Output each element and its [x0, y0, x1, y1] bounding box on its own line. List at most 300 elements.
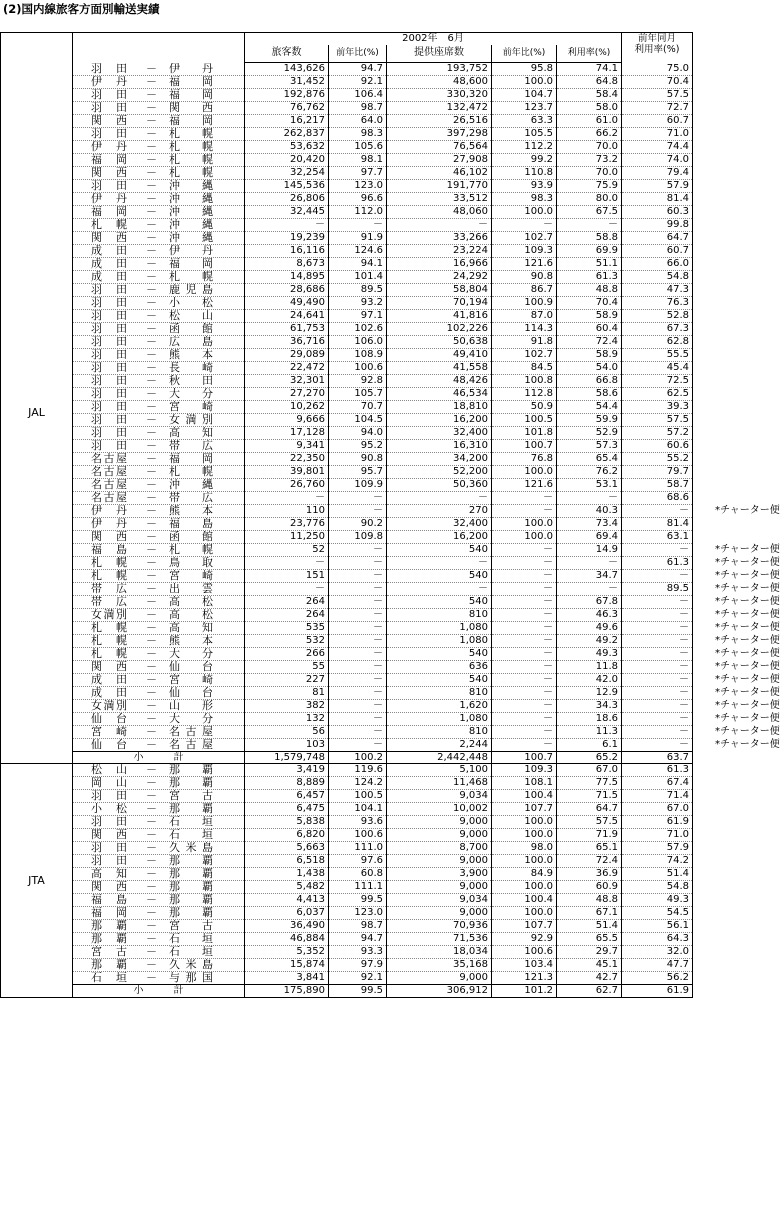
- value-cell: 57.5: [557, 816, 622, 829]
- value-cell: 119.6: [329, 764, 387, 777]
- route-dash: －: [146, 595, 157, 608]
- table-row: [1, 504, 693, 517]
- route-dash: －: [146, 218, 157, 231]
- route-destination: 伊 丹: [169, 244, 213, 257]
- value-cell: 67.4: [622, 777, 693, 790]
- route-cell: [73, 153, 245, 166]
- route-cell: [73, 270, 245, 283]
- value-cell: 3,419: [245, 764, 329, 777]
- value-cell: 540: [387, 543, 492, 556]
- charter-note: *チャーター便: [715, 582, 780, 594]
- charter-note: *チャーター便: [715, 595, 780, 607]
- table-row: [1, 660, 693, 673]
- subtotal-label: 小 計: [73, 751, 245, 764]
- route-cell: [73, 686, 245, 699]
- route-destination: 福 岡: [169, 257, 213, 270]
- value-cell: 97.9: [329, 959, 387, 972]
- route-dash: －: [146, 283, 157, 296]
- value-cell: 1,438: [245, 868, 329, 881]
- route-destination: 大 分: [169, 647, 213, 660]
- value-cell: －: [492, 218, 557, 231]
- route-origin: 羽 田: [91, 374, 127, 387]
- route-origin: 関 西: [91, 880, 127, 894]
- route-dash: －: [146, 478, 157, 491]
- value-cell: 9,000: [387, 907, 492, 920]
- value-cell: 100.0: [492, 881, 557, 894]
- route-destination: 那 覇: [169, 763, 213, 777]
- route-cell: [73, 777, 245, 790]
- route: [73, 570, 244, 582]
- table-row: [1, 686, 693, 699]
- value-cell: 67.3: [622, 322, 693, 335]
- value-cell: 81.4: [622, 192, 693, 205]
- route: [73, 894, 244, 906]
- value-cell: －: [622, 543, 693, 556]
- value-cell: 29.7: [557, 946, 622, 959]
- route: [73, 336, 244, 348]
- charter-note: *チャーター便: [715, 712, 780, 724]
- value-cell: 14.9: [557, 543, 622, 556]
- route-cell: [73, 387, 245, 400]
- route-dash: －: [146, 880, 157, 894]
- route-cell: [73, 556, 245, 569]
- value-cell: 60.7: [622, 244, 693, 257]
- route: [73, 362, 244, 374]
- route-dash: －: [146, 686, 157, 699]
- route-origin: 札 幌: [91, 556, 127, 569]
- value-cell: 84.5: [492, 361, 557, 374]
- route-destination: 関 西: [169, 101, 213, 114]
- value-cell: －: [492, 660, 557, 673]
- value-cell: 123.7: [492, 101, 557, 114]
- route-cell: [73, 439, 245, 452]
- value-cell: 8,700: [387, 842, 492, 855]
- value-cell: 8,889: [245, 777, 329, 790]
- value-cell: 18.6: [557, 712, 622, 725]
- route-cell: [73, 946, 245, 959]
- value-cell: 87.0: [492, 309, 557, 322]
- route-destination: 沖 縄: [169, 218, 213, 231]
- value-cell: 58.9: [557, 348, 622, 361]
- route-destination: 那 覇: [169, 802, 213, 816]
- charter-note: *チャーター便: [715, 673, 780, 685]
- route-destination: 宮 崎: [169, 673, 213, 686]
- value-cell: 100.6: [329, 829, 387, 842]
- value-cell: 110: [245, 504, 329, 517]
- prev-year-rate-label: 利用率(%): [634, 44, 680, 55]
- route-cell: [73, 894, 245, 907]
- value-cell: －: [622, 569, 693, 582]
- value-cell: 16,217: [245, 114, 329, 127]
- route-destination: 久 米 島: [169, 958, 213, 972]
- table-row: [1, 296, 693, 309]
- value-cell: 60.8: [329, 868, 387, 881]
- value-cell: 71.0: [622, 127, 693, 140]
- value-cell: 29,089: [245, 348, 329, 361]
- table-row: [1, 530, 693, 543]
- route-destination: 高 松: [169, 595, 213, 608]
- value-cell: 47.7: [622, 959, 693, 972]
- route-dash: －: [146, 815, 157, 829]
- value-cell: 67.0: [622, 803, 693, 816]
- route-origin: 伊 丹: [91, 75, 127, 88]
- value-cell: －: [492, 504, 557, 517]
- value-cell: 76,762: [245, 101, 329, 114]
- route-cell: [73, 933, 245, 946]
- value-cell: 57.5: [622, 413, 693, 426]
- value-cell: －: [329, 491, 387, 504]
- value-cell: 23,776: [245, 517, 329, 530]
- value-cell: 123.0: [329, 179, 387, 192]
- value-cell: 23,224: [387, 244, 492, 257]
- value-cell: 61.9: [622, 816, 693, 829]
- route-destination: 熊 本: [169, 504, 213, 517]
- route-dash: －: [146, 179, 157, 192]
- subtotal-value: 175,890: [245, 985, 329, 998]
- value-cell: －: [329, 608, 387, 621]
- table-row: [1, 309, 693, 322]
- value-cell: 70,936: [387, 920, 492, 933]
- route: [73, 855, 244, 867]
- value-cell: 17,128: [245, 426, 329, 439]
- value-cell: －: [245, 582, 329, 595]
- route-cell: [73, 231, 245, 244]
- value-cell: 71.0: [622, 829, 693, 842]
- value-cell: 67.0: [557, 764, 622, 777]
- value-cell: 46,884: [245, 933, 329, 946]
- table-row: [1, 322, 693, 335]
- route-dash: －: [146, 504, 157, 517]
- charter-note: *チャーター便: [715, 621, 780, 633]
- route-origin: 成 田: [91, 244, 127, 257]
- route-origin: 札 幌: [91, 647, 127, 660]
- route-origin: 仙 台: [91, 738, 127, 751]
- route-destination: 沖 縄: [169, 478, 213, 491]
- route-dash: －: [146, 634, 157, 647]
- value-cell: 74.2: [622, 855, 693, 868]
- table-row: [1, 361, 693, 374]
- value-cell: 71.4: [622, 790, 693, 803]
- route-cell: [73, 764, 245, 777]
- value-cell: 3,841: [245, 972, 329, 985]
- route: [73, 453, 244, 465]
- route-origin: 名 古 屋: [91, 491, 127, 504]
- charter-note: *チャーター便: [715, 543, 780, 555]
- table-row: [1, 556, 693, 569]
- value-cell: 81.4: [622, 517, 693, 530]
- route-cell: [73, 673, 245, 686]
- value-cell: 57.9: [622, 179, 693, 192]
- route: [73, 868, 244, 880]
- value-cell: －: [492, 543, 557, 556]
- table-row: [1, 868, 693, 881]
- value-cell: 53,632: [245, 140, 329, 153]
- table-row: [1, 647, 693, 660]
- value-cell: －: [492, 608, 557, 621]
- value-cell: 93.2: [329, 296, 387, 309]
- value-cell: 61,753: [245, 322, 329, 335]
- value-cell: －: [492, 595, 557, 608]
- value-cell: 26,760: [245, 478, 329, 491]
- value-cell: 105.5: [492, 127, 557, 140]
- route: [73, 245, 244, 257]
- route-cell: [73, 205, 245, 218]
- route-cell: [73, 374, 245, 387]
- route: [73, 206, 244, 218]
- value-cell: －: [329, 738, 387, 751]
- route-cell: [73, 712, 245, 725]
- route-origin: 札 幌: [91, 621, 127, 634]
- route-cell: [73, 725, 245, 738]
- value-cell: －: [387, 582, 492, 595]
- route-destination: 札 幌: [169, 465, 213, 478]
- route-origin: 関 西: [91, 114, 127, 127]
- route-cell: [73, 621, 245, 634]
- value-cell: 67.1: [557, 907, 622, 920]
- route-destination: 札 幌: [169, 166, 213, 179]
- table-row: [1, 335, 693, 348]
- value-cell: －: [492, 673, 557, 686]
- value-cell: 6,037: [245, 907, 329, 920]
- route-cell: [73, 465, 245, 478]
- route-dash: －: [146, 893, 157, 907]
- route-dash: －: [146, 582, 157, 595]
- value-cell: 64.0: [329, 114, 387, 127]
- route-origin: 関 西: [91, 828, 127, 842]
- route: [73, 375, 244, 387]
- value-cell: 270: [387, 504, 492, 517]
- route-origin: 成 田: [91, 270, 127, 283]
- route-dash: －: [146, 387, 157, 400]
- route: [73, 972, 244, 984]
- table-row: [1, 439, 693, 452]
- value-cell: 35,168: [387, 959, 492, 972]
- route-cell: [73, 283, 245, 296]
- value-cell: 124.2: [329, 777, 387, 790]
- value-cell: 90.2: [329, 517, 387, 530]
- route: [73, 739, 244, 751]
- value-cell: 227: [245, 673, 329, 686]
- value-cell: 49.3: [557, 647, 622, 660]
- value-cell: 70.7: [329, 400, 387, 413]
- value-cell: 102.7: [492, 348, 557, 361]
- charter-note: *チャーター便: [715, 686, 780, 698]
- route-origin: 札 幌: [91, 634, 127, 647]
- route-cell: [73, 257, 245, 270]
- route-dash: －: [146, 335, 157, 348]
- value-cell: 1,080: [387, 634, 492, 647]
- value-cell: 31,452: [245, 75, 329, 88]
- value-cell: －: [387, 218, 492, 231]
- value-cell: 69.4: [557, 530, 622, 543]
- route-dash: －: [146, 543, 157, 556]
- value-cell: 103.4: [492, 959, 557, 972]
- value-cell: －: [329, 699, 387, 712]
- value-cell: 264: [245, 608, 329, 621]
- value-cell: 100.7: [492, 439, 557, 452]
- route-origin: 伊 丹: [91, 140, 127, 153]
- table-row: [1, 946, 693, 959]
- route-destination: 函 館: [169, 322, 213, 335]
- table-row: [1, 582, 693, 595]
- subtotal-value: 100.2: [329, 751, 387, 764]
- value-cell: 11,250: [245, 530, 329, 543]
- charter-note: *チャーター便: [715, 569, 780, 581]
- route-destination: 札 幌: [169, 270, 213, 283]
- route-cell: [73, 491, 245, 504]
- subtotal-value: 61.9: [622, 985, 693, 998]
- route-cell: [73, 179, 245, 192]
- route-dash: －: [146, 491, 157, 504]
- route-origin: 関 西: [91, 660, 127, 673]
- route: [73, 713, 244, 725]
- route: [73, 284, 244, 296]
- route-cell: [73, 582, 245, 595]
- route-destination: 松 山: [169, 309, 213, 322]
- table-row: [1, 244, 693, 257]
- value-cell: 56: [245, 725, 329, 738]
- value-cell: 93.6: [329, 816, 387, 829]
- subtotal-value: 65.2: [557, 751, 622, 764]
- value-cell: 46,102: [387, 166, 492, 179]
- value-cell: 51.4: [622, 868, 693, 881]
- value-cell: 81: [245, 686, 329, 699]
- value-cell: 104.5: [329, 413, 387, 426]
- value-cell: －: [557, 556, 622, 569]
- table-row: [1, 465, 693, 478]
- route-destination: 高 知: [169, 426, 213, 439]
- value-cell: －: [492, 569, 557, 582]
- value-cell: 540: [387, 569, 492, 582]
- value-cell: 9,000: [387, 816, 492, 829]
- value-cell: 32.0: [622, 946, 693, 959]
- table-row: [1, 933, 693, 946]
- value-cell: －: [329, 543, 387, 556]
- route-destination: 石 垣: [169, 828, 213, 842]
- subtotal-label: 小 計: [73, 985, 245, 998]
- route-dash: －: [146, 673, 157, 686]
- value-cell: 34,200: [387, 452, 492, 465]
- charter-note: *チャーター便: [715, 738, 780, 750]
- route-dash: －: [146, 166, 157, 179]
- value-cell: 110.8: [492, 166, 557, 179]
- value-cell: 121.3: [492, 972, 557, 985]
- route-dash: －: [146, 569, 157, 582]
- route-destination: 宮 崎: [169, 569, 213, 582]
- route-destination: 那 覇: [169, 893, 213, 907]
- table-row: [1, 140, 693, 153]
- value-cell: 6.1: [557, 738, 622, 751]
- value-cell: 5,100: [387, 764, 492, 777]
- value-cell: 9,341: [245, 439, 329, 452]
- value-cell: 397,298: [387, 127, 492, 140]
- table-row: [1, 907, 693, 920]
- value-cell: －: [329, 569, 387, 582]
- route-cell: [73, 816, 245, 829]
- route: [73, 323, 244, 335]
- route-destination: 石 垣: [169, 945, 213, 959]
- route: [73, 777, 244, 789]
- route-origin: 福 島: [91, 543, 127, 556]
- subtotal-value: 99.5: [329, 985, 387, 998]
- value-cell: 49.3: [622, 894, 693, 907]
- route: [73, 622, 244, 634]
- value-cell: 535: [245, 621, 329, 634]
- route-origin: 小 松: [91, 802, 127, 816]
- route-destination: 札 幌: [169, 127, 213, 140]
- value-cell: 64.8: [557, 75, 622, 88]
- route: [73, 700, 244, 712]
- route-origin: 札 幌: [91, 569, 127, 582]
- route-dash: －: [146, 854, 157, 868]
- value-cell: 53.1: [557, 478, 622, 491]
- route-destination: 与 那 国: [169, 971, 213, 985]
- value-cell: 9,666: [245, 413, 329, 426]
- route-dash: －: [146, 296, 157, 309]
- value-cell: 106.0: [329, 335, 387, 348]
- route-dash: －: [146, 127, 157, 140]
- route-cell: [73, 88, 245, 101]
- value-cell: －: [492, 699, 557, 712]
- charter-note: *チャーター便: [715, 660, 780, 672]
- value-cell: 56.1: [622, 920, 693, 933]
- table-row: [1, 218, 693, 231]
- table-row: [1, 816, 693, 829]
- value-cell: 93.3: [329, 946, 387, 959]
- value-cell: 70.4: [622, 75, 693, 88]
- value-cell: 60.3: [622, 205, 693, 218]
- table-row: [1, 75, 693, 88]
- value-cell: 810: [387, 686, 492, 699]
- value-cell: 60.6: [622, 439, 693, 452]
- corner-cell-route: [73, 33, 245, 63]
- value-cell: 19,239: [245, 231, 329, 244]
- route-dash: －: [146, 647, 157, 660]
- subtotal-value: 1,579,748: [245, 751, 329, 764]
- value-cell: －: [622, 647, 693, 660]
- charter-note: *チャーター便: [715, 608, 780, 620]
- value-cell: 52.8: [622, 309, 693, 322]
- value-cell: 99.8: [622, 218, 693, 231]
- route: [73, 959, 244, 971]
- route-cell: [73, 517, 245, 530]
- route-destination: 福 岡: [169, 114, 213, 127]
- value-cell: 27,270: [245, 387, 329, 400]
- value-cell: 32,400: [387, 426, 492, 439]
- subtotal-value: 63.7: [622, 751, 693, 764]
- value-cell: －: [622, 686, 693, 699]
- value-cell: 4,413: [245, 894, 329, 907]
- col-passengers-yoy: 前年比(%): [329, 45, 387, 63]
- route-origin: 羽 田: [91, 413, 127, 426]
- route-cell: [73, 218, 245, 231]
- value-cell: 100.8: [492, 374, 557, 387]
- value-cell: 49,410: [387, 348, 492, 361]
- value-cell: 90.8: [329, 452, 387, 465]
- value-cell: 58.4: [557, 88, 622, 101]
- route: [73, 310, 244, 322]
- value-cell: 61.3: [622, 556, 693, 569]
- route-dash: －: [146, 789, 157, 803]
- table-row: [1, 608, 693, 621]
- value-cell: 104.7: [492, 88, 557, 101]
- route: [73, 946, 244, 958]
- value-cell: 112.8: [492, 387, 557, 400]
- value-cell: 18,034: [387, 946, 492, 959]
- value-cell: 107.7: [492, 803, 557, 816]
- route: [73, 102, 244, 114]
- value-cell: 97.6: [329, 855, 387, 868]
